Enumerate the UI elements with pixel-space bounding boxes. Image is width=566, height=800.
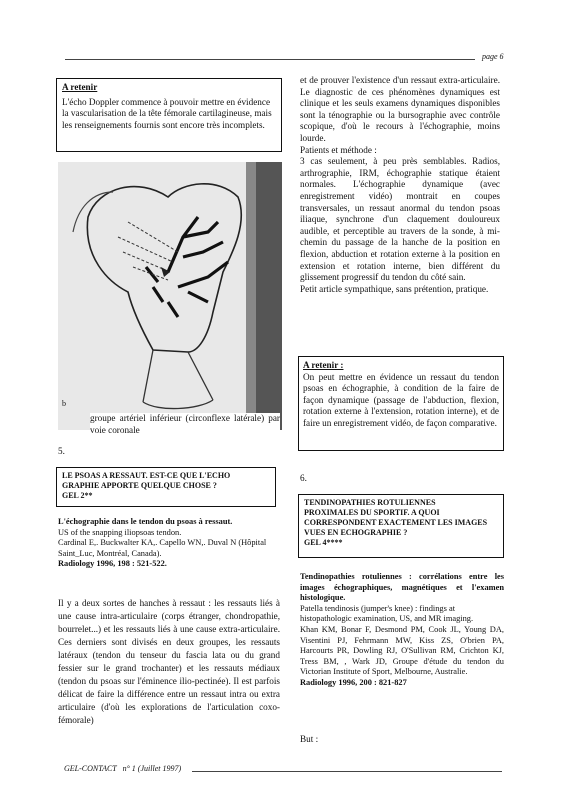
footer-rule (192, 771, 502, 772)
ref6-subtitle: Patella tendinosis (jumper's knee) : findings at histopathologic examination, US, and MR imaging. (300, 603, 474, 624)
retenir2-text: On peut mettre en évidence un ressaut du tendon psoas en échographie, à condition de la faire de façon dynamique (passage de l'abduction, flexion, rotation externe à l'extension, rotation interne), et de faire un enregistrement vidéo, de façon comparative. (303, 371, 499, 428)
right-column-text (300, 75, 500, 295)
para-2: 3 cas seulement, à peu près semblables. Radios, arthrographie, IRM, échographie statique étaient normales. L'échographie dynamique (avec enregistrement vidéo) montrait en coupes transversales, un ressaut anormal du tendon psoas iliaque, synchrone d'un claquement douloureux audible, et perceptible au travers de la sonde, à mi-chemin du passage de la hanche de la position en flexion, abduction et rotation externe à la position en extension et rotation interne, bien différent du glissement progressif du tendon du côté sain. (300, 156, 500, 283)
figure-ultrasound (58, 162, 282, 430)
title6-line-4: VUES EN ECHOGRAPHIE ? (304, 528, 408, 537)
title-line-1: LE PSOAS A RESSAUT. EST-CE QUE L'ECHO (62, 471, 231, 480)
retenir-title: A retenir (62, 82, 98, 92)
header-rule (65, 59, 475, 60)
para-1: et de prouver l'existence d'un ressaut extra-articulaire. Le diagnostic de ces phénomènes dynamiques est clinique et les seuls examens dynamiques disponibles sont la ténographie ou la bursographie avec contrôle scopique, d'où le recours à l'échographie, moins lourde. (300, 75, 500, 143)
methods-heading: Patients et méthode : (300, 144, 377, 155)
retenir-text: L'écho Doppler commence à pouvoir mettre en évidence la vascularisation de la tête fémorale cartilagineuse, mais les renseignements fournis sont encore très incomplets. (62, 96, 272, 130)
ref-authors: Cardinal E,. Buckwalter KA,. Capello WN,. Duval N (Hôpital Saint_Luc, Montréal, Canada). (58, 538, 267, 558)
hip-vascular-illustration (58, 162, 282, 430)
section-number-5: 5. (58, 446, 65, 456)
retenir2-title: A retenir : (303, 360, 344, 370)
figure-caption: groupe artériel inférieur (circonflexe latérale) par voie coronale (90, 413, 280, 435)
section-number-6: 6. (300, 473, 307, 483)
ref6-title: Tendinopathies rotuliennes : corrélations entre les images échographiques, magnétiques et l'examen histologique. (300, 572, 504, 603)
reference-5 (58, 517, 280, 570)
title-box-6 (298, 494, 504, 558)
ref6-journal: Radiology 1996, 200 : 821-827 (300, 677, 407, 687)
page-number: page 6 (482, 52, 504, 61)
figure-letter: b (62, 399, 66, 408)
reference-6 (300, 572, 504, 689)
gel-rating-6: GEL 4**** (304, 538, 343, 547)
ref-title: L'échographie dans le tendon du psoas à ressaut. (58, 517, 233, 526)
ref-subtitle: US of the snapping iliopsoas tendon. (58, 527, 182, 537)
gel-rating: GEL 2** (62, 491, 93, 500)
title6-line-2: PROXIMALES DU SPORTIF. A QUOI (304, 508, 440, 517)
retenir-box-2 (298, 356, 504, 451)
but-heading: But : (300, 734, 319, 744)
ref6-authors: Khan KM, Bonar F, Desmond PM, Cook JL, Young DA, Visentini PJ, Fehrmann MW, Kiss ZS, O'brien PA, Harcourts PR, Dowling RJ, O'Sullivan RM, Crichton KJ, Tress BM, , Wark JD, Groupe d'étude du tendon du Victorian Institute of Sport, Melbourne, Australie. (300, 624, 504, 677)
title-line-2: GRAPHIE APPORTE QUELQUE CHOSE ? (62, 481, 217, 490)
body-text-left: Il y a deux sortes de hanches à ressaut : les ressauts liés à une cause intra-articulaire (corps étranger, chondropathie, bourrelet...) et les ressauts liés à une cause extra-articulaire. Ces derniers sont divisés en deux groupes, les ressauts latéraux (tendon du tenseur du fascia lata ou du grand fessier sur le grand trochanter) et les ressauts médiaux (tendon du psoas sur l'éminence ilio-pectinée). Il est parfois délicat de faire la différence entre un ressaut intra ou extra articulaire (d'où les explorations de l'articulation coxo-fémorale) (58, 598, 280, 725)
footer-text: GEL-CONTACT n° 1 (Juillet 1997) (64, 764, 182, 773)
title6-line-1: TENDINOPATHIES ROTULIENNES (304, 498, 436, 507)
title6-line-3: CORRESPONDENT EXACTEMENT LES IMAGES (304, 518, 488, 527)
title-box-5 (56, 467, 276, 507)
ref-journal: Radiology 1996, 198 : 521-522. (58, 559, 167, 569)
retenir-box-1 (56, 78, 282, 152)
para-3: Petit article sympathique, sans prétention, pratique. (300, 283, 489, 294)
